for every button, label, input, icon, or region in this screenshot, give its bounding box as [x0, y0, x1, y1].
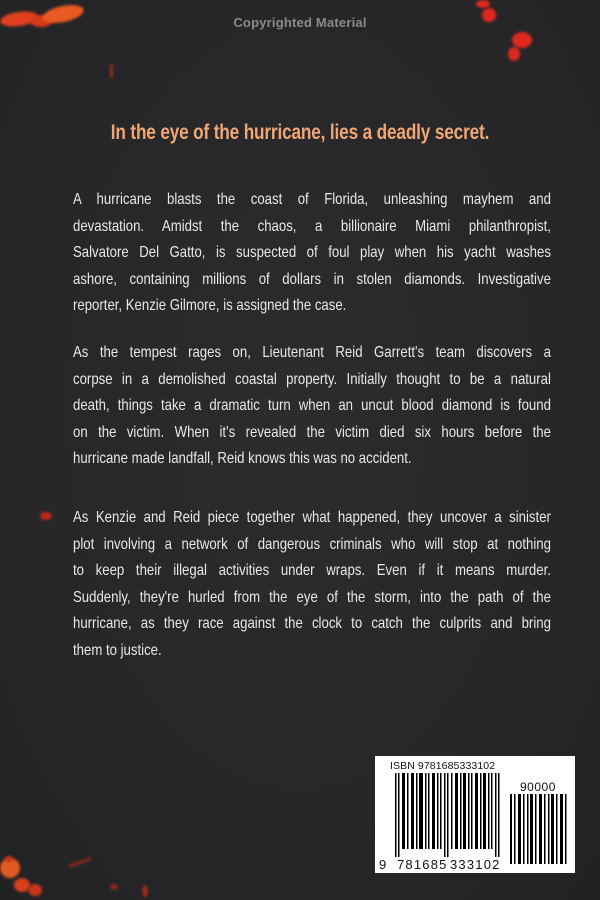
blurb-line: hurricane, as they race against the clock to catch the culprits and bring: [73, 615, 551, 633]
blurb-line: corpse in a demolished coastal property. Initially thought to be a natural: [73, 370, 551, 388]
blurb-line: As the tempest rages on, Lieutenant Reid Garrett's team discovers a: [73, 344, 551, 361]
barcode-digits-group-1: 781685: [397, 857, 448, 872]
blurb-line: to keep their illegal activities under wraps. Even if it means murder.: [73, 562, 551, 580]
blurb-line: hurricane made landfall, Reid knows this was no accident.: [73, 450, 412, 468]
blurb-paragraph-2: [73, 340, 551, 473]
blurb-line: A hurricane blasts the coast of Florida, unleashing mayhem and: [73, 191, 551, 208]
blurb-line: Salvatore Del Gatto, is suspected of foul play when his yacht washes: [73, 244, 551, 262]
blurb-line: As Kenzie and Reid piece together what happened, they uncover a sinister: [73, 509, 551, 526]
copyright-watermark: Copyrighted Material: [233, 15, 367, 30]
blurb-line: them to justice.: [73, 641, 162, 659]
blurb-paragraph-1: [73, 187, 551, 320]
price-barcode-bars-icon: [510, 794, 568, 864]
blurb-line: ashore, containing millions of dollars in stolen diamonds. Investigative: [73, 270, 551, 288]
isbn-label: ISBN 9781685333102: [390, 760, 496, 772]
barcode-digits-group-2: 333102: [450, 857, 501, 872]
blurb-line: devastation. Amidst the chaos, a billionaire Miami philanthropist,: [73, 217, 551, 235]
blurb-paragraph-3: [73, 505, 551, 665]
blurb-line: death, things take a dramatic turn when an uncut blood diamond is found: [73, 397, 551, 415]
barcode-digit-first: 9: [379, 857, 388, 872]
isbn-barcode: [375, 756, 575, 873]
price-code: 90000: [520, 780, 556, 794]
barcode-bars-icon: [395, 773, 500, 857]
tagline: In the eye of the hurricane, lies a deadly secret.: [110, 121, 490, 144]
blurb-line: plot involving a network of dangerous criminals who will stop at nothing: [73, 535, 551, 553]
blurb-line: on the victim. When it's revealed the victim died six hours before the: [73, 423, 551, 441]
blurb-line: Suddenly, they're hurled from the eye of the storm, into the path of the: [73, 588, 551, 606]
blurb-line: reporter, Kenzie Gilmore, is assigned the case.: [73, 297, 347, 315]
